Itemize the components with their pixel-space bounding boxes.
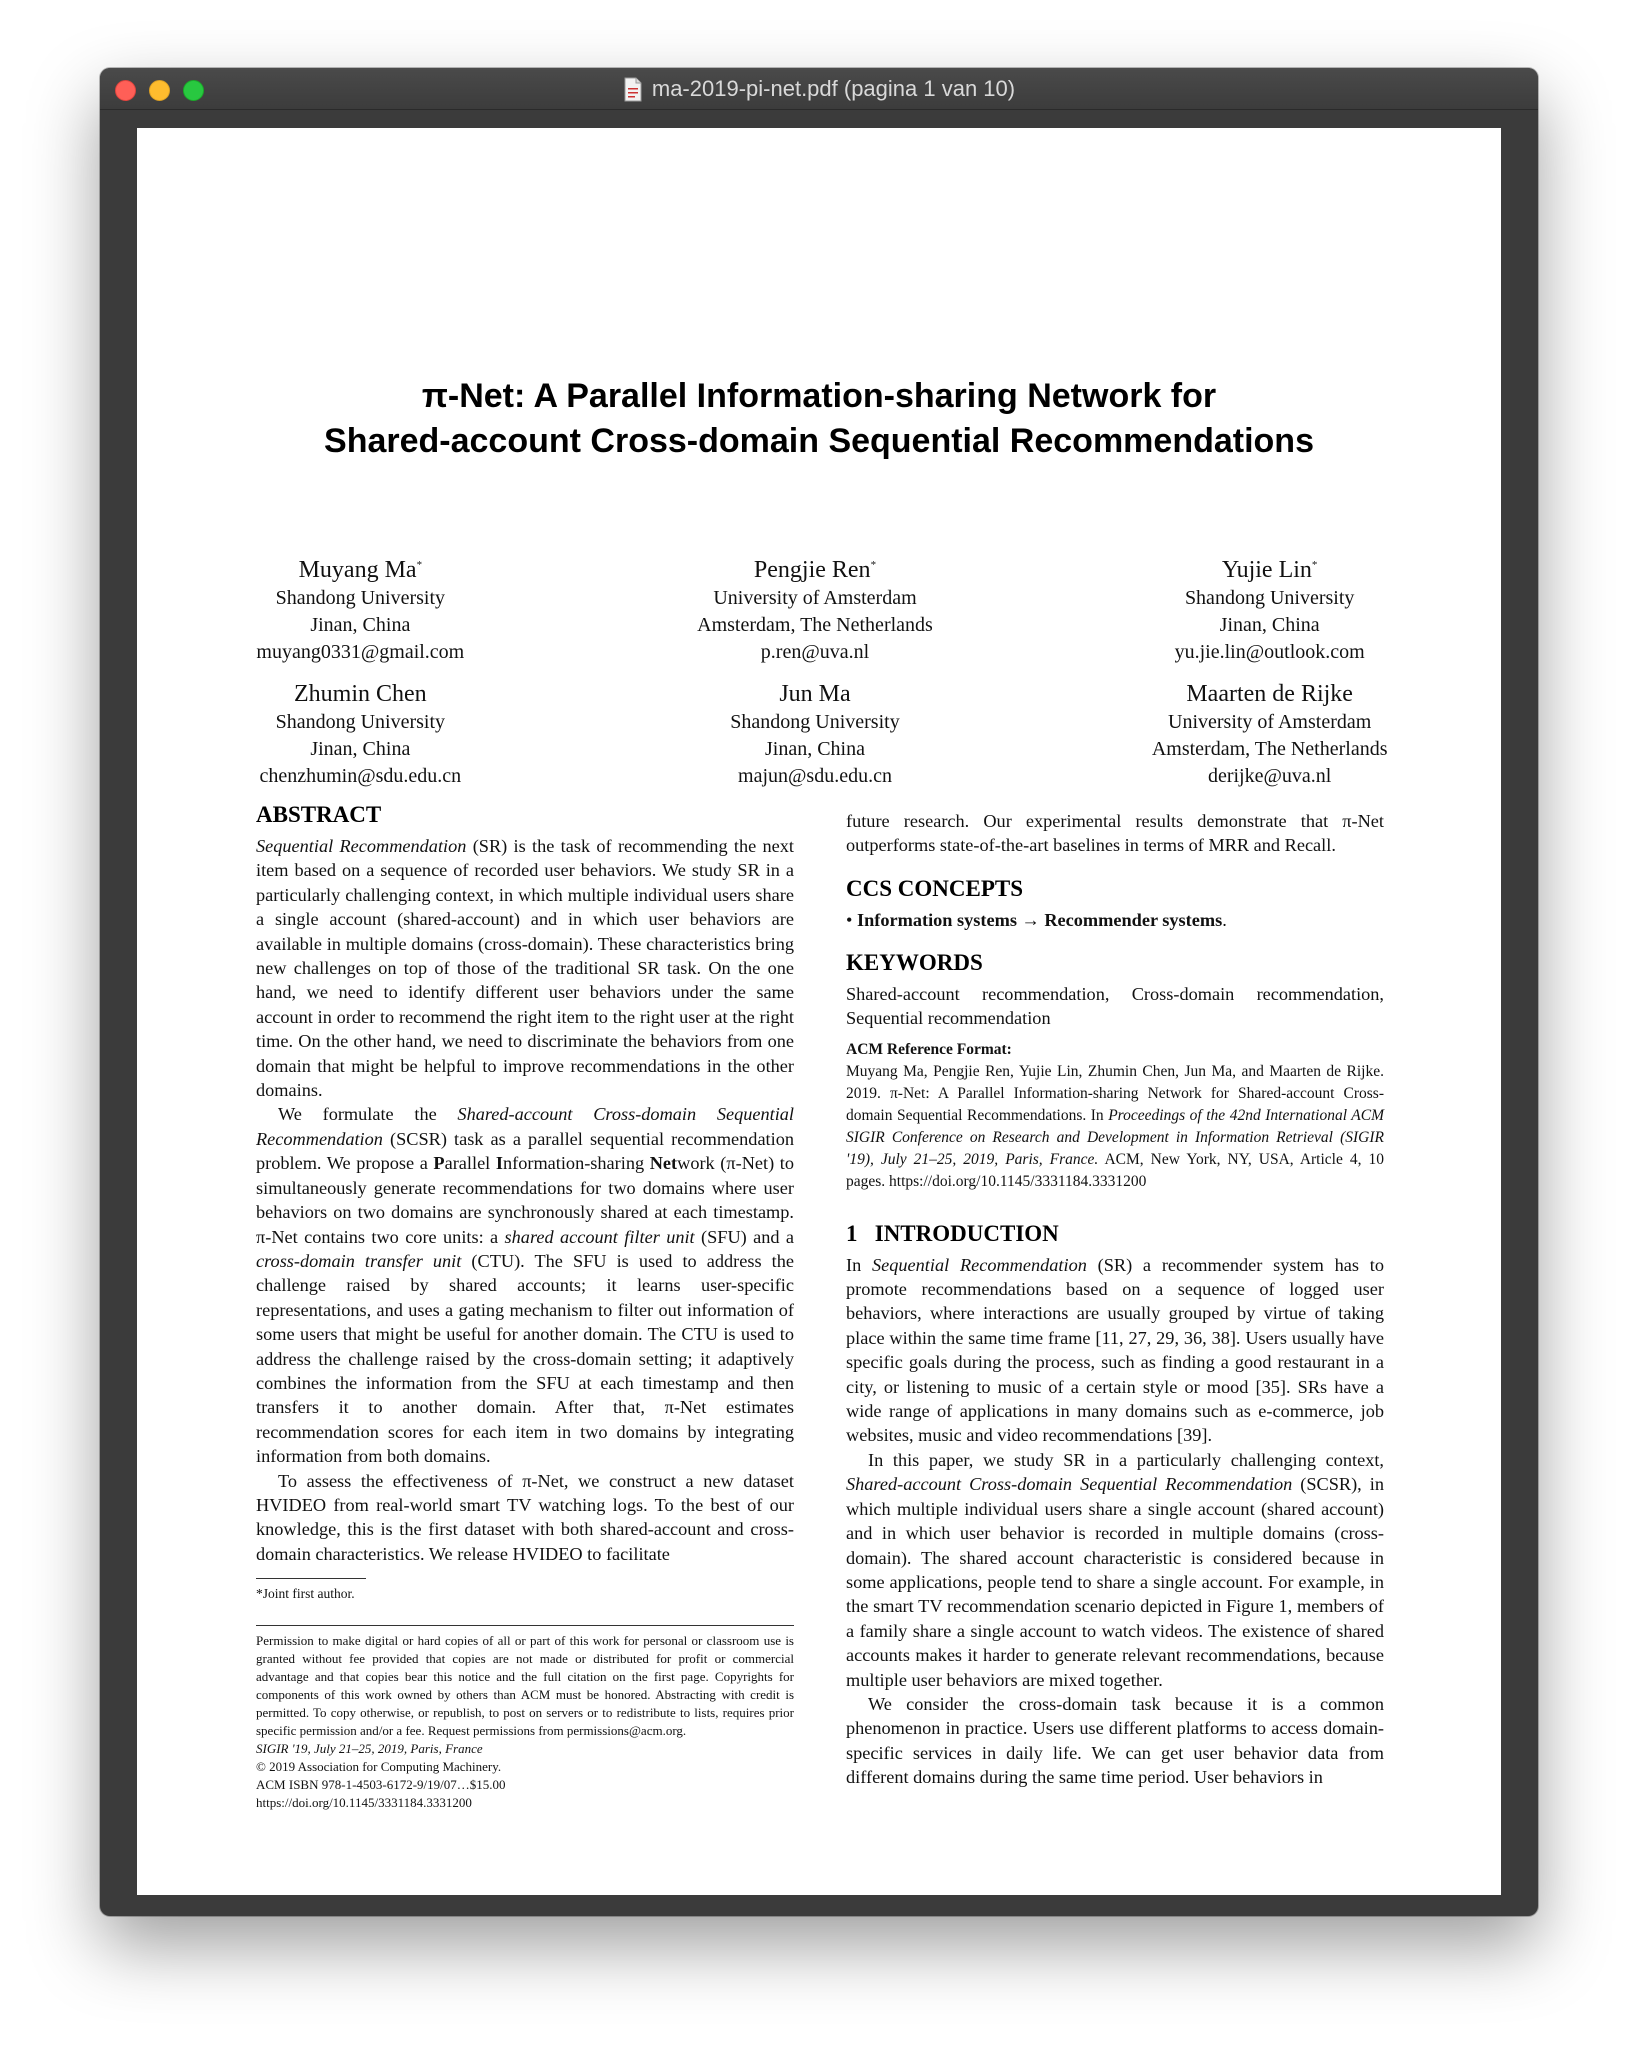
author-location: Amsterdam, The Netherlands [1151,738,1388,760]
left-column [256,800,794,1812]
author-block [588,679,1043,790]
introduction-paragraph: In Sequential Recommendation (SR) a recommender system has to promote recommendations based on a sequence of logged user behaviors, where interactions are usually grouped by virtue of taking place within the same time frame [11, 27, 29, 36, 38]. Users usually have specific goals during the process, such as finding a good restaurant in a city, or listening to music of a certain style or mood [35]. SRs have a wide range of applications in many domains such as e-commerce, job websites, music and video recommendations [39]. [846,1254,1384,1446]
author-location: Amsterdam, The Netherlands [697,614,933,636]
author-name: Zhumin Chen [294,681,427,707]
introduction-paragraph: We consider the cross-domain task because it is a common phenomenon in practice. Users use different platforms to access domain-specific services in daily life. We can get user behavior data from different domains during the same time period. User behaviors in [846,1693,1384,1788]
author-block [1042,679,1497,790]
conference-venue: SIGIR '19, July 21–25, 2019, Paris, France [256,1741,483,1757]
abstract-paragraph: To assess the effectiveness of π-Net, we construct a new dataset HVIDEO from real-world smart TV watching logs. To the best of our knowledge, this is the first dataset with both shared-account and cross-domain characteristics. We release HVIDEO to facilitate [256,1470,794,1564]
introduction-heading: 1 INTRODUCTION [846,1220,1059,1246]
author-affiliation: University of Amsterdam [1168,711,1372,733]
right-column [846,809,1384,1790]
pdf-viewer-window [100,68,1538,1916]
abstract-paragraph: We formulate the Shared-account Cross-domain Sequential Recommendation (SCSR) task as a parallel sequential recommendation problem. We propose a Parallel Information-sharing Network (π-Net) to simultaneously generate recommendations for two domains where user behaviors on two domains are synchronously shared at each timestamp. π-Net contains two core units: a shared account filter unit (SFU) and a cross-domain transfer unit (CTU). The SFU is used to address the challenge raised by shared accounts; it learns user-specific representations, and uses a gating mechanism to filter out information of some users that might be useful for another domain. The CTU is used to address the challenge raised by the cross-domain setting; it adaptively combines the information from the SFU at each timestamp and then transfers it to another domain. After that, π-Net estimates recommendation scores for each item in two domains by integrating information from both domains. [256,1104,795,1467]
pdf-page[interactable] [137,128,1501,1895]
isbn-line: ACM ISBN 978-1-4503-6172-9/19/07…$15.00 [256,1777,506,1793]
author-row [133,679,1497,790]
author-location: Jinan, China [1219,614,1320,636]
author-name: Maarten de Rijke [1186,681,1353,707]
abstract-paragraph: Sequential Recommendation (SR) is the task of recommending the next item based on a sequence of recorded user behaviors. We study SR in a particularly challenging context, in which multiple individual users share a single account (shared-account) and in which user behaviors are available in multiple domains (cross-domain). These characteristics bring new challenges on top of those of the traditional SR task. On the one hand, we need to identify different user behaviors under the same account in order to recommend the right item to the right user at the right time. On the other hand, we need to discriminate the behaviors from one domain that might be helpful to improve recommendations in the other domains. [256,836,795,1101]
author-block [133,550,588,666]
author-email: muyang0331@gmail.com [256,641,465,663]
joint-author-footnote: *Joint first author. [256,1586,355,1602]
paper-title-line-1: π-Net: A Parallel Information-sharing Network for [421,377,1217,415]
window-title: ma-2019-pi-net.pdf (pagina 1 van 10) [651,76,1016,101]
introduction-paragraph: In this paper, we study SR in a particularly challenging context, Shared-account Cross-domain Sequential Recommendation (SCSR), in which multiple individual users share a single account (shared account) and in which user behavior is recorded in multiple domains (cross-domain). The shared account characteristic is considered because in some applications, people tend to share a single account. For example, in the smart TV recommendation scenario depicted in Figure 1, members of a family share a single account to watch videos. The existence of shared accounts makes it harder to generate relevant recommendations, because multiple user behaviors are mixed together. [846,1449,1385,1690]
author-location: Jinan, China [764,738,865,760]
reference-format-heading: ACM Reference Format: [846,1040,1012,1058]
paper-title [137,374,1501,464]
doi-link[interactable]: https://doi.org/10.1145/3331184.3331200 [256,1795,472,1811]
author-email: chenzhumin@sdu.edu.cn [259,765,462,787]
author-affiliation: Shandong University [275,711,446,733]
author-affiliation: Shandong University [1184,587,1355,609]
author-affiliation: Shandong University [275,587,446,609]
author-row [133,550,1497,666]
author-email: yu.jie.lin@outlook.com [1174,641,1365,663]
copyright-line: © 2019 Association for Computing Machinery. [256,1759,502,1775]
author-email: majun@sdu.edu.cn [738,765,892,787]
footnote-divider [256,1578,366,1579]
reference-format-text: Muyang Ma, Pengjie Ren, Yujie Lin, Zhumin Chen, Jun Ma, and Maarten de Rijke. 2019. π-Net: A Parallel Information-sharing Network for Shared-account Cross-domain Sequential Recommendations. In Proceedings of the 42nd International ACM SIGIR Conference on Research and Development in Information Retrieval (SIGIR '19), July 21–25, 2019, Paris, France. ACM, New York, NY, USA, Article 4, 10 pages. https://doi.org/10.1145/3331184.3331200 [846,1062,1384,1190]
ccs-concepts-heading: CCS CONCEPTS [846,875,1024,901]
author-location: Jinan, China [310,738,411,760]
title-bar[interactable] [100,68,1538,110]
keywords-heading: KEYWORDS [846,949,983,975]
author-name: Muyang Ma* [298,557,423,583]
paper-title-line-2: Shared-account Cross-domain Sequential Recommendations [324,422,1314,460]
author-email: derijke@uva.nl [1207,765,1332,787]
pdf-document-icon [623,77,643,102]
ccs-concept-item: • Information systems → Recommender systems. [846,909,1227,930]
author-name: Jun Ma [779,681,851,707]
author-affiliation: Shandong University [730,711,900,733]
window-title-area [100,68,1538,110]
permission-divider [256,1625,794,1626]
author-name: Pengjie Ren* [753,557,877,583]
author-block [133,679,588,790]
abstract-heading: ABSTRACT [256,802,382,827]
author-block [588,550,1043,666]
author-location: Jinan, China [310,614,411,636]
author-affiliation: University of Amsterdam [713,587,917,609]
permission-notice: Permission to make digital or hard copies of all or part of this work for personal or classroom use is granted without fee provided that copies are not made or distributed for profit or commercial advantage and that copies bear this notice and the full citation on the first page. Copyrights for components of this work owned by others than ACM must be honored. Abstracting with credit is permitted. To copy otherwise, or republish, to post on servers or to redistribute to lists, requires prior specific permission and/or a fee. Request permissions from permissions@acm.org. [256,1633,794,1739]
author-block [1042,550,1497,666]
author-name: Yujie Lin* [1221,557,1318,583]
author-email: p.ren@uva.nl [760,641,870,663]
abstract-continuation: future research. Our experimental results demonstrate that π-Net outperforms state-of-the-art baselines in terms of MRR and Recall. [846,811,1384,856]
keywords-text: Shared-account recommendation, Cross-domain recommendation, Sequential recommendation [846,983,1384,1029]
